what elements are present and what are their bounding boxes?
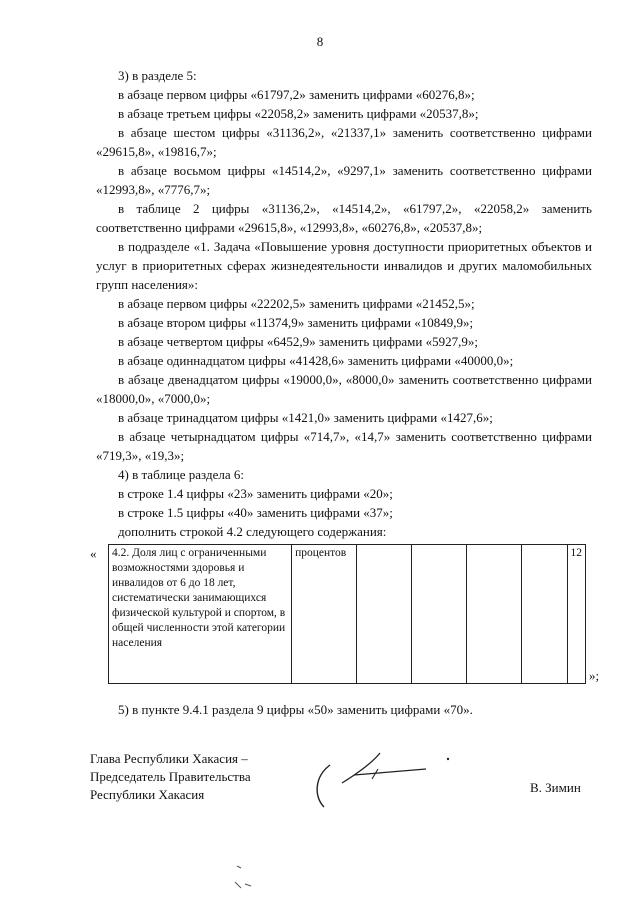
signature-line: Председатель Правительства (90, 769, 251, 784)
paragraph-section5: 3) в разделе 5: (118, 68, 197, 83)
paragraph: дополнить строкой 4.2 следующего содержания: (118, 524, 387, 539)
paragraph-item5: 5) в пункте 9.4.1 раздела 9 цифры «50» заменить цифрами «70». (118, 702, 473, 717)
table-cell (356, 545, 411, 684)
signatory-name: В. Зимин (530, 780, 581, 795)
inserted-row-table (108, 544, 586, 684)
paragraph: в подразделе «1. Задача «Повышение уровня доступности приоритетных объектов и услуг в приоритетных сферах жизнедеятельности инвалидов и других маломобильных групп населения»: (96, 239, 592, 292)
table-cell (466, 545, 521, 684)
paragraph: в абзаце первом цифры «22202,5» заменить цифрами «21452,5»; (118, 296, 475, 311)
table-row (109, 545, 586, 684)
signature-title (90, 750, 251, 804)
paragraph: в абзаце двенадцатом цифры «19000,0», «8000,0» заменить соответственно цифрами «18000,0», «7000,0»; (96, 372, 592, 406)
paragraph: в абзаце четвертом цифры «6452,9» заменить цифрами «5927,9»; (118, 334, 478, 349)
paragraph: в строке 1.4 цифры «23» заменить цифрами «20»; (118, 486, 393, 501)
table-cell-value: 12 (567, 545, 586, 684)
paragraph-section6: 4) в таблице раздела 6: (118, 467, 244, 482)
close-quote: »; (589, 668, 600, 683)
open-quote: « (90, 546, 97, 561)
signature-line: Глава Республики Хакасия – (90, 751, 248, 766)
table-cell-unit: процентов (292, 545, 357, 684)
handwritten-signature (308, 745, 458, 815)
paragraph: в абзаце втором цифры «11374,9» заменить цифрами «10849,9»; (118, 315, 474, 330)
paragraph: в абзаце третьем цифры «22058,2» заменить цифрами «20537,8»; (118, 106, 479, 121)
paragraph: в абзаце тринадцатом цифры «1421,0» заменить цифрами «1427,6»; (118, 410, 493, 425)
paragraph: в таблице 2 цифры «31136,2», «14514,2», «61797,2», «22058,2» заменить соответственно цифрами «29615,8», «12993,8», «60276,8», «20537,8»; (96, 201, 592, 235)
paragraph: в строке 1.5 цифры «40» заменить цифрами «37»; (118, 505, 393, 520)
table-cell (521, 545, 567, 684)
paragraph: в абзаце первом цифры «61797,2» заменить цифрами «60276,8»; (118, 87, 475, 102)
table-cell (411, 545, 466, 684)
paragraph: в абзаце одиннадцатом цифры «41428,6» заменить цифрами «40000,0»; (118, 353, 514, 368)
paragraph: в абзаце шестом цифры «31136,2», «21337,1» заменить соответственно цифрами «29615,8», «19816,7»; (96, 125, 592, 159)
paragraph: в абзаце восьмом цифры «14514,2», «9297,1» заменить соответственно цифрами «12993,8», «7776,7»; (96, 163, 592, 197)
registration-mark (233, 862, 263, 896)
paragraph: в абзаце четырнадцатом цифры «714,7», «14,7» заменить соответственно цифрами «719,3», «19,3»; (96, 429, 592, 463)
page-number: 8 (316, 34, 324, 49)
table-cell-indicator: 4.2. Доля лиц с ограниченными возможностями здоровья и инвалидов от 6 до 18 лет, систематически занимающихся физической культурой и спортом, в общей численности этой категории населения (109, 545, 292, 684)
signature-line: Республики Хакасия (90, 787, 205, 802)
